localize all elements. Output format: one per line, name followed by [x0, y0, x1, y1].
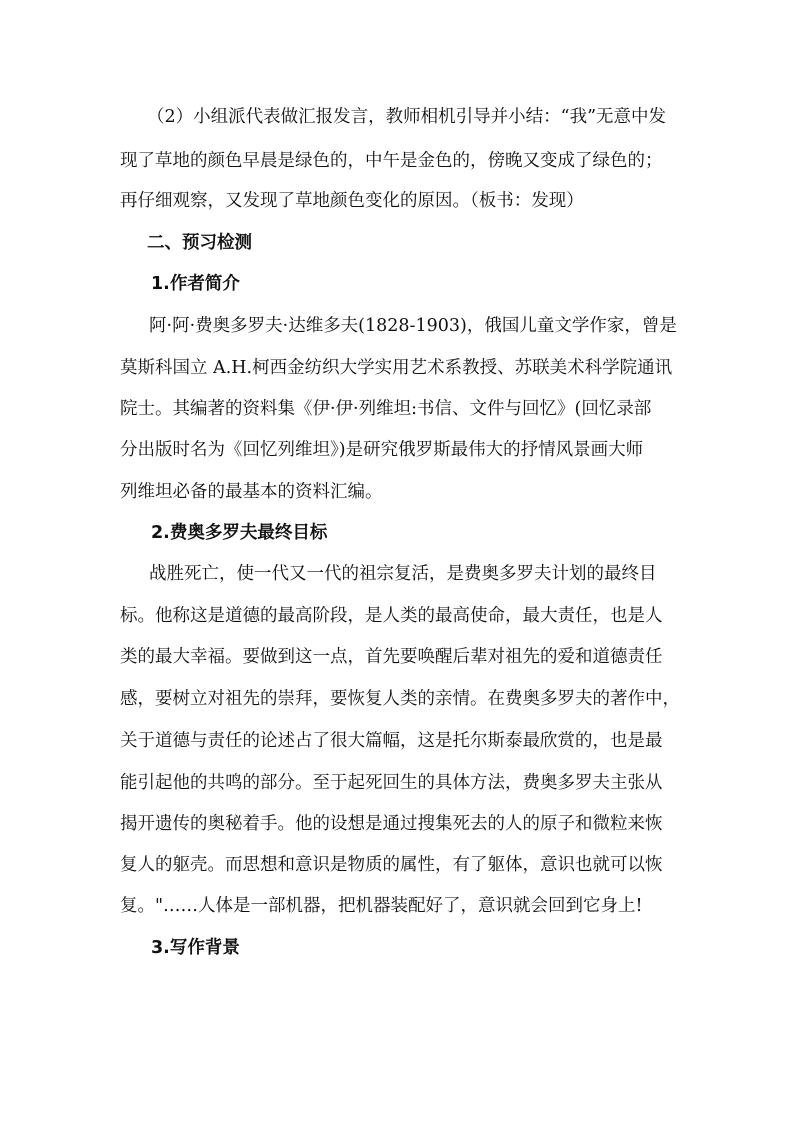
- sub3-heading: 3.写作背景: [151, 938, 240, 958]
- sub1-line-4: 分出版时名为《回忆列维坦》)是研究俄罗斯最伟大的抒情风景画大师: [120, 440, 644, 460]
- intro-line-2: 现了草地的颜色早晨是绿色的，中午是金色的，傍晚又变成了绿色的；: [120, 151, 663, 171]
- sub2-line-6: 能引起他的共鸣的部分。至于起死回生的具体方法，费奥多罗夫主张从: [120, 773, 663, 793]
- sub1-heading: 1.作者简介: [151, 274, 240, 294]
- sub2-heading: 2.费奥多罗夫最终目标: [151, 523, 328, 543]
- intro-line-3: 再仔细观察，又发现了草地颜色变化的原因。（板书：发现）: [120, 191, 584, 211]
- sub2-line-1: 战胜死亡，使一代又一代的祖宗复活，是费奥多罗夫计划的最终目: [149, 564, 657, 584]
- sub2-line-4: 感，要树立对祖先的崇拜，要恢复人类的亲情。在费奥多罗夫的著作中，: [120, 689, 680, 709]
- intro-line-1: （2）小组派代表做汇报发言，教师相机引导并小结：“我”无意中发: [147, 107, 667, 127]
- sub2-line-2: 标。他称这是道德的最高阶段，是人类的最高使命，最大责任，也是人: [120, 606, 663, 626]
- sub1-line-2: 莫斯科国立 A.H.柯西金纺织大学实用艺术系教授、苏联美术科学院通讯: [120, 358, 673, 378]
- sub2-line-7: 揭开遗传的奥秘着手。他的设想是通过搜集死去的人的原子和微粒来恢: [120, 814, 663, 834]
- sub1-line-1: 阿·阿·费奥多罗夫·达维多夫(1828-1903)，俄国儿童文学作家，曾是: [149, 316, 677, 336]
- sub2-line-9: 复。"……人体是一部机器，把机器装配好了，意识就会回到它身上!: [120, 896, 643, 916]
- sub2-line-3: 类的最大幸福。要做到这一点，首先要唤醒后辈对祖先的爱和道德责任: [120, 647, 663, 667]
- sub2-line-5: 关于道德与责任的论述占了很大篇幅，这是托尔斯泰最欣赏的，也是最: [120, 731, 663, 751]
- sub1-line-3: 院士。其编著的资料集《伊·伊·列维坦:书信、文件与回忆》(回忆录部: [120, 399, 652, 419]
- sub2-line-8: 复人的躯壳。而思想和意识是物质的属性，有了躯体，意识也就可以恢: [120, 855, 663, 875]
- sub1-line-5: 列维坦必备的最基本的资料汇编。: [120, 482, 383, 502]
- section-heading: 二、预习检测: [147, 233, 252, 253]
